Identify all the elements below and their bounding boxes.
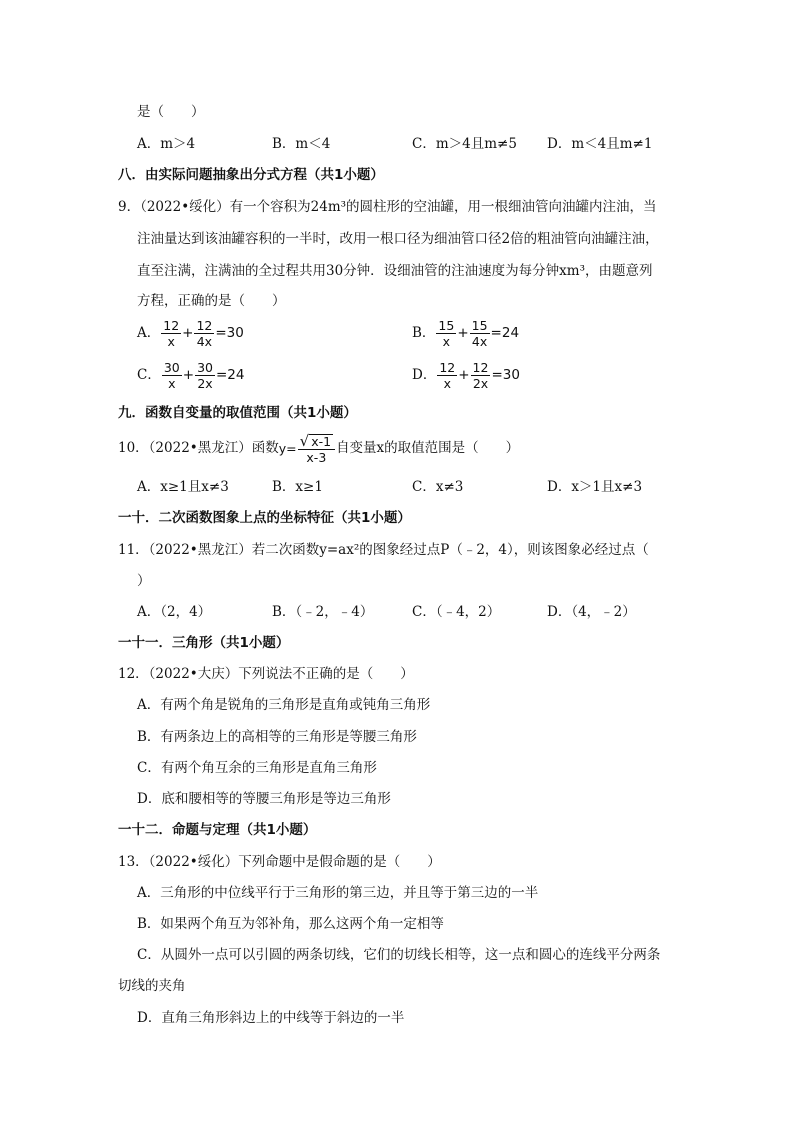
- q8-option-d: D．m＜4且m≠1: [547, 136, 653, 152]
- q9-option-b: [412, 318, 519, 349]
- q9-a-rhs: =30: [215, 325, 244, 341]
- q9-a-fraction-2: [194, 318, 214, 349]
- q9-option-b-label: B．: [412, 325, 436, 341]
- q9-option-c: [137, 360, 244, 391]
- q9-c-plus: +: [182, 367, 195, 383]
- q10-option-d: D．x＞1且x≠3: [547, 479, 643, 495]
- q9-d-fraction-2: [471, 360, 491, 391]
- q9-line-3: 直至注满，注满油的全过程共用30分钟．设细油管的注油速度为每分钟xm³，由题意列: [137, 263, 653, 279]
- q13-option-c-line-2: 切线的夹角: [118, 978, 186, 994]
- q10-option-a: A．x≥1且x≠3: [137, 479, 229, 495]
- q10-fraction: [298, 431, 335, 465]
- q11-line-1: 11．（2022•黑龙江）若二次函数y=ax²的图象经过点P（﹣2，4），则该图象必经过点（: [118, 542, 649, 558]
- q9-d-rhs: =30: [491, 367, 520, 383]
- q9-a-den-2: 4x: [196, 334, 213, 349]
- q9-b-plus: +: [457, 325, 469, 341]
- sqrt-icon: √: [299, 431, 310, 450]
- q11-option-b: B．（﹣2，﹣4）: [272, 604, 374, 620]
- q9-c-fraction-1: [162, 360, 182, 391]
- q9-line-2: 注油量达到该油罐容积的一半时，改用一根口径为细油管口径2倍的粗油管向油罐注油，: [137, 231, 659, 247]
- q9-b-den-2: 4x: [471, 334, 488, 349]
- q9-d-den-1: x: [443, 376, 451, 391]
- q8-option-c: C．m＞4且m≠5: [412, 136, 517, 152]
- q10-function: [279, 429, 336, 469]
- q12-option-c: C．有两个角互余的三角形是直角三角形: [137, 760, 377, 776]
- q9-a-num-2: 12: [196, 318, 213, 333]
- q9-line-4: 方程，正确的是（ ）: [137, 293, 286, 309]
- q12-stem: 12．（2022•大庆）下列说法不正确的是（ ）: [118, 666, 414, 682]
- q9-b-num-2: 15: [471, 318, 488, 333]
- section-heading-10: 一十．二次函数图象上点的坐标特征（共1小题）: [118, 510, 411, 526]
- q9-line-1: 9．（2022•绥化）有一个容积为24m³的圆柱形的空油罐，用一根细油管向油罐内注油，当: [118, 199, 657, 215]
- q10-stem: [118, 428, 519, 469]
- q9-c-fraction-2: [195, 360, 215, 391]
- q11-option-c: C．（﹣4，2）: [412, 604, 501, 620]
- section-heading-9: 九．函数自变量的取值范围（共1小题）: [118, 405, 357, 421]
- q12-option-b: B．有两条边上的高相等的三角形是等腰三角形: [137, 729, 417, 745]
- q9-a-num-1: 12: [163, 318, 180, 333]
- q9-b-rhs: =24: [490, 325, 520, 341]
- q10-denominator: x-3: [306, 449, 327, 465]
- q9-a-plus: +: [182, 325, 194, 341]
- q11-line-2: ）: [137, 573, 151, 589]
- q9-a-den-1: x: [167, 334, 175, 349]
- q13-option-c-line-1: C．从圆外一点可以引圆的两条切线，它们的切线长相等，这一点和圆心的连线平分两条: [137, 947, 661, 963]
- q9-d-fraction-1: [437, 360, 457, 391]
- q12-option-d: D．底和腰相等的等腰三角形是等边三角形: [137, 791, 391, 807]
- q9-b-num-1: 15: [438, 318, 455, 333]
- q10-prefix: 10．（2022•黑龙江）函数: [118, 440, 279, 456]
- section-heading-11: 一十一．三角形（共1小题）: [118, 635, 290, 651]
- q13-stem: 13．（2022•绥化）下列命题中是假命题的是（ ）: [118, 854, 441, 870]
- q10-numerator: [298, 431, 335, 450]
- q10-suffix: 自变量x的取值范围是（ ）: [336, 440, 520, 456]
- q10-option-c: C．x≠3: [412, 479, 464, 495]
- q8-continuation: 是（ ）: [137, 104, 205, 120]
- q8-option-a: A．m＞4: [137, 136, 196, 152]
- section-heading-8: 八．由实际问题抽象出分式方程（共1小题）: [118, 167, 384, 183]
- q9-c-num-1: 30: [163, 360, 180, 375]
- q11-option-d: D．（4，﹣2）: [547, 604, 636, 620]
- q9-d-num-1: 12: [439, 360, 456, 375]
- q9-option-a-label: A．: [137, 325, 161, 341]
- section-heading-12: 一十二．命题与定理（共1小题）: [118, 822, 317, 838]
- q9-b-fraction-2: [470, 318, 490, 349]
- q12-option-a: A．有两个角是锐角的三角形是直角或钝角三角形: [137, 697, 431, 713]
- q9-d-num-2: 12: [472, 360, 489, 375]
- q9-option-a: [137, 318, 244, 349]
- q9-c-den-1: x: [168, 376, 176, 391]
- q10-func-lhs: y=: [278, 440, 297, 456]
- q13-option-d: D．直角三角形斜边上的中线等于斜边的一半: [137, 1010, 405, 1026]
- q9-c-rhs: =24: [215, 367, 245, 383]
- q10-radicand: x-1: [311, 433, 332, 449]
- q9-b-fraction-1: [436, 318, 456, 349]
- q9-d-plus: +: [458, 367, 470, 383]
- q10-option-b: B．x≥1: [272, 479, 323, 495]
- q13-option-b: B．如果两个角互为邻补角，那么这两个角一定相等: [137, 916, 444, 932]
- q9-option-c-label: C．: [137, 367, 161, 383]
- q9-option-d: [412, 360, 520, 391]
- q13-option-a: A．三角形的中位线平行于三角形的第三边，并且等于第三边的一半: [137, 885, 539, 901]
- q8-option-b: B．m＜4: [272, 136, 331, 152]
- q9-c-num-2: 30: [197, 360, 213, 375]
- q9-c-den-2: 2x: [197, 376, 213, 391]
- q9-option-d-label: D．: [412, 367, 437, 383]
- q9-d-den-2: 2x: [472, 376, 489, 391]
- q11-option-a: A．（2，4）: [137, 604, 212, 620]
- q9-b-den-1: x: [442, 334, 451, 349]
- q9-a-fraction-1: [161, 318, 181, 349]
